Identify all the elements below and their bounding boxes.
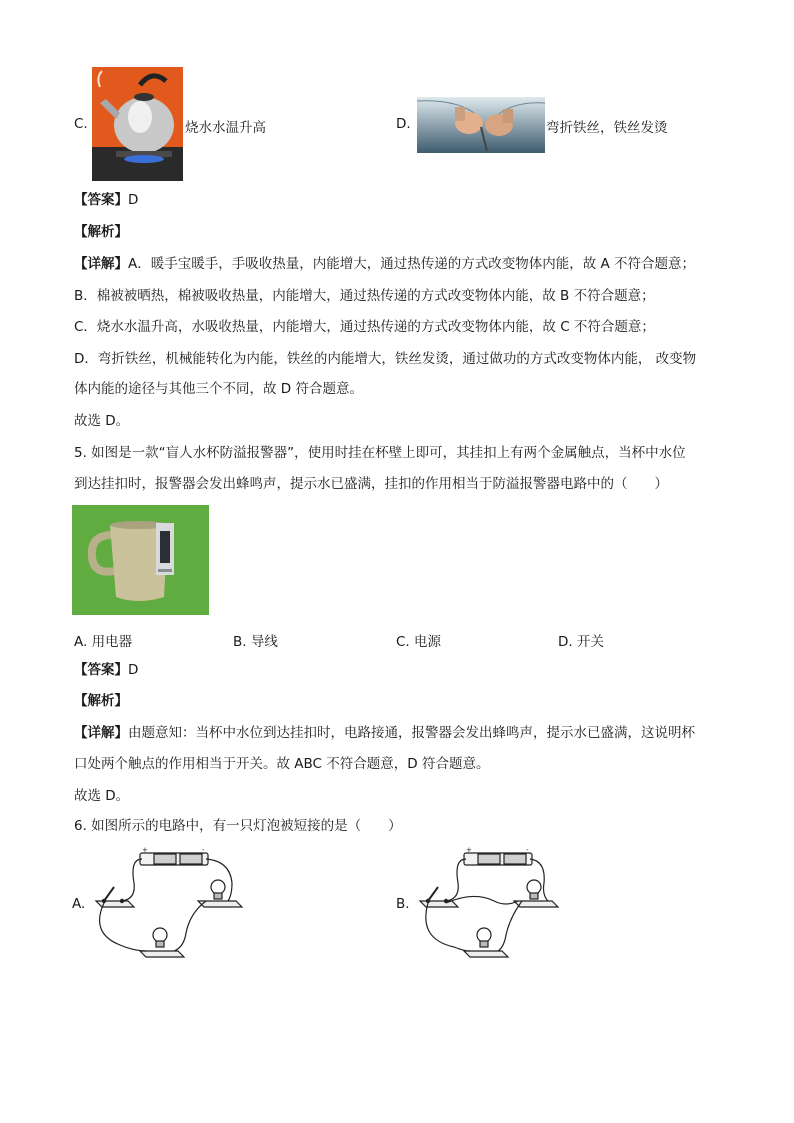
q5-option-b: B. 导线 (233, 634, 278, 650)
q4-conclusion: 故选 D。 (74, 413, 130, 429)
q5-conclusion: 故选 D。 (74, 788, 130, 804)
q5-option-a: A. 用电器 (74, 634, 133, 650)
q4-detail-b: B．棉被被晒热，棉被吸收热量，内能增大，通过热传递的方式改变物体内能，故 B 不符合题意； (74, 288, 655, 304)
option-d-prefix: D. (396, 116, 411, 132)
q5-option-c: C. 电源 (396, 634, 442, 650)
q5-stem-line2: 到达挂扣时，报警器会发出蜂鸣声，提示水已盛满，挂扣的作用相当于防溢报警器电路中的（ ） (74, 476, 668, 492)
answer-label: 【答案】 (74, 192, 128, 208)
bending-wire-image (417, 97, 545, 153)
q5-answer (74, 660, 138, 680)
q5-option-d: D. 开关 (558, 634, 604, 650)
svg-text:-: - (526, 846, 529, 854)
circuit-diagram-b (414, 843, 574, 963)
q6-stem: 6. 如图所示的电路中，有一只灯泡被短接的是（ ） (74, 818, 402, 834)
q4-answer (74, 190, 138, 210)
q6-option-a-label: A. (72, 896, 86, 912)
q6-option-b-label: B. (396, 896, 410, 912)
q5-detail-line1 (74, 723, 695, 743)
answer-value: D (128, 192, 139, 208)
option-d-text: 弯折铁丝，铁丝发烫 (546, 120, 668, 136)
detail-label: 【详解】 (74, 256, 128, 272)
q5-analysis-label: 【解析】 (74, 693, 128, 709)
detail-label: 【详解】 (74, 725, 128, 741)
cup-alarm-image (72, 505, 209, 615)
detail-a-text: A．暖手宝暖手，手吸收热量，内能增大，通过热传递的方式改变物体内能，故 A 不符合题意； (128, 256, 696, 272)
svg-text:+: + (466, 846, 472, 854)
q4-detail-d2: 体内能的途径与其他三个不同，故 D 符合题意。 (74, 381, 363, 397)
svg-text:+: + (142, 846, 148, 854)
svg-text:-: - (202, 846, 205, 854)
circuit-diagram-a (90, 843, 250, 963)
answer-value: D (128, 662, 139, 678)
q4-detail-d1: D．弯折铁丝，机械能转化为内能，铁丝的内能增大，铁丝发烫，通过做功的方式改变物体内能， 改变物 (74, 351, 697, 367)
q4-detail-a (74, 254, 695, 274)
q4-detail-c: C．烧水水温升高，水吸收热量，内能增大，通过热传递的方式改变物体内能，故 C 不符合题意； (74, 319, 655, 335)
q4-analysis-label: 【解析】 (74, 224, 128, 240)
answer-label: 【答案】 (74, 662, 128, 678)
option-c-prefix: C. (74, 116, 88, 132)
kettle-image (92, 67, 183, 181)
q5-detail-line2: 口处两个触点的作用相当于开关。故 ABC 不符合题意，D 符合题意。 (74, 756, 490, 772)
option-c-text: 烧水水温升高 (185, 120, 266, 136)
q5-stem-line1: 5. 如图是一款“盲人水杯防溢报警器”，使用时挂在杯壁上即可，其挂扣上有两个金属触点，当杯中水位 (74, 445, 686, 461)
detail-text: 由题意知：当杯中水位到达挂扣时，电路接通，报警器会发出蜂鸣声，提示水已盛满，这说明杯 (128, 725, 695, 741)
